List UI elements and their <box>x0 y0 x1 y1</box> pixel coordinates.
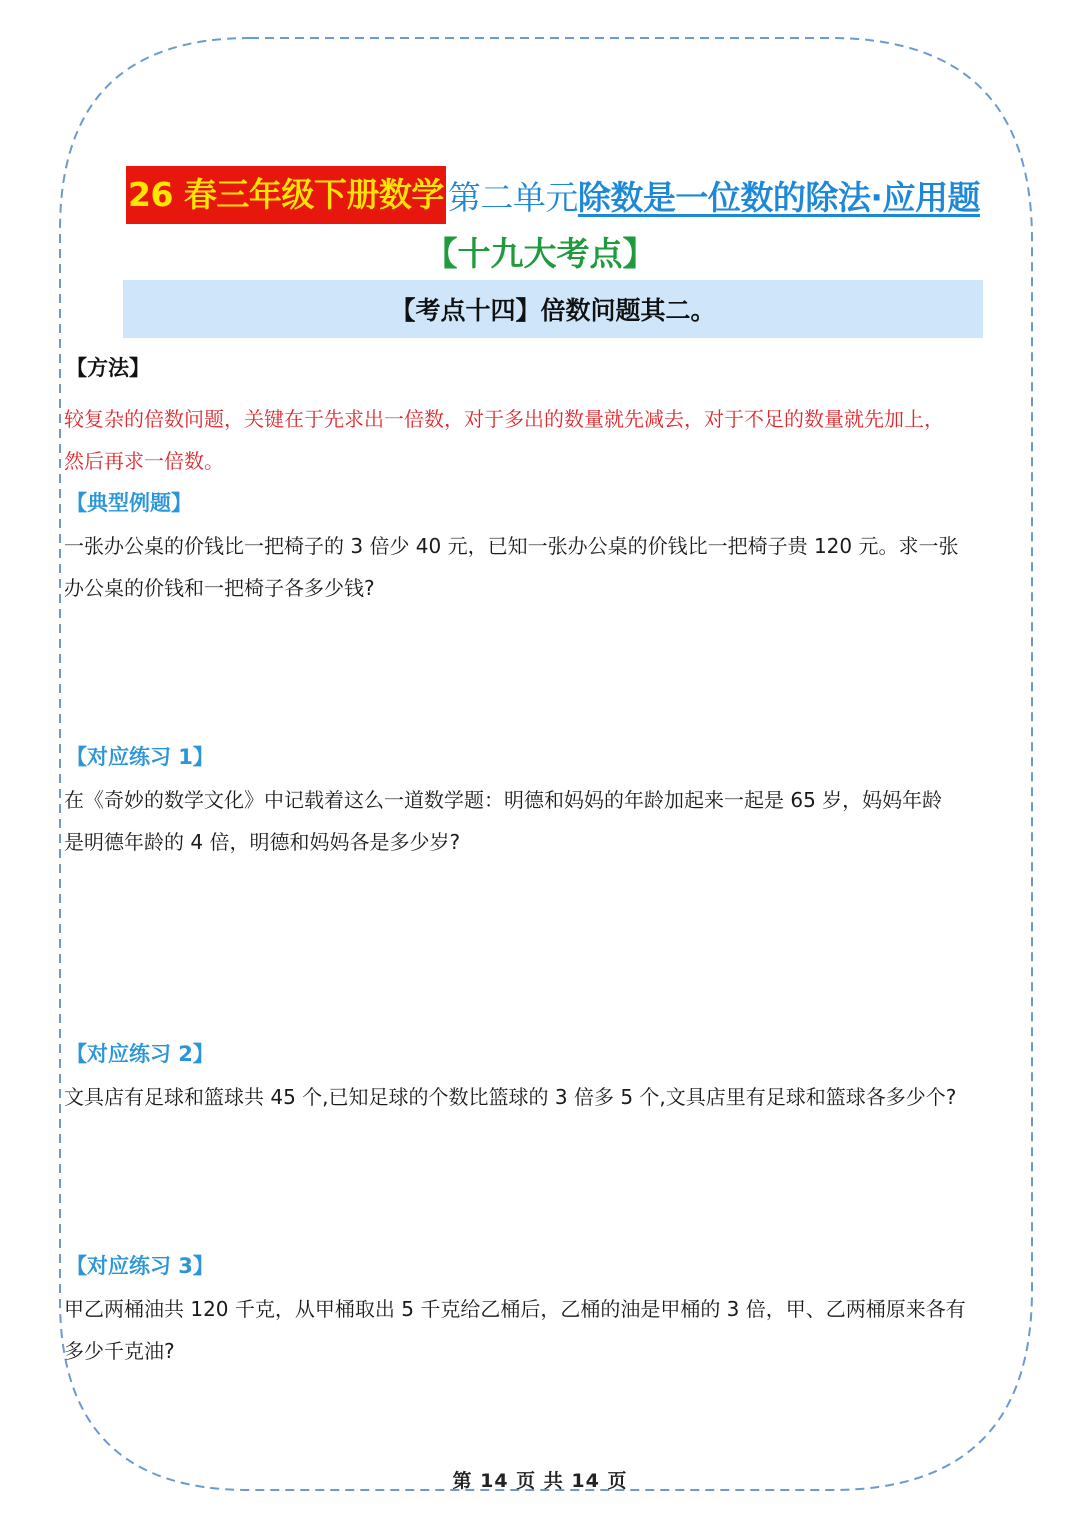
practice-3-line-2: 多少千克油? <box>64 1339 175 1363</box>
document-title <box>126 166 980 224</box>
method-line-1: 较复杂的倍数问题，关键在于先求出一倍数，对于多出的数量就先减去，对于不足的数量就先加上， <box>64 407 944 431</box>
title-unit: 第二单元 <box>447 177 578 217</box>
method-heading: 【方法】 <box>66 356 150 380</box>
page-number: 第 14 页 共 14 页 <box>452 1470 628 1492</box>
practice-1-line-2: 是明德年龄的 4 倍，明德和妈妈各是多少岁? <box>64 830 461 854</box>
example-line-1: 一张办公桌的价钱比一把椅子的 3 倍少 40 元，已知一张办公桌的价钱比一把椅子贵 120 元。求一张 <box>64 534 959 558</box>
title-highlight: 26 春三年级下册数学 <box>126 166 446 224</box>
method-line-2: 然后再求一倍数。 <box>64 449 224 473</box>
section-heading-banner <box>123 280 983 338</box>
practice-1-line-1: 在《奇妙的数学文化》中记载着这么一道数学题：明德和妈妈的年龄加起来一起是 65 岁，妈妈年龄 <box>64 788 943 812</box>
practice-3-line-1: 甲乙两桶油共 120 千克，从甲桶取出 5 千克给乙桶后，乙桶的油是甲桶的 3 倍，甲、乙两桶原来各有 <box>64 1297 966 1321</box>
practice-1-heading: 【对应练习 1】 <box>66 745 214 769</box>
practice-3-heading: 【对应练习 3】 <box>66 1254 214 1278</box>
practice-2-heading: 【对应练习 2】 <box>66 1042 214 1066</box>
title-topic: 除数是一位数的除法·应用题 <box>577 177 980 217</box>
subtitle: 【十九大考点】 <box>424 234 656 273</box>
section-heading: 【考点十四】倍数问题其二。 <box>390 296 716 325</box>
example-line-2: 办公桌的价钱和一把椅子各多少钱? <box>64 576 375 600</box>
practice-2-line-1: 文具店有足球和篮球共 45 个,已知足球的个数比篮球的 3 倍多 5 个,文具店里有足球和篮球各多少个? <box>64 1085 957 1109</box>
example-heading: 【典型例题】 <box>66 491 192 515</box>
